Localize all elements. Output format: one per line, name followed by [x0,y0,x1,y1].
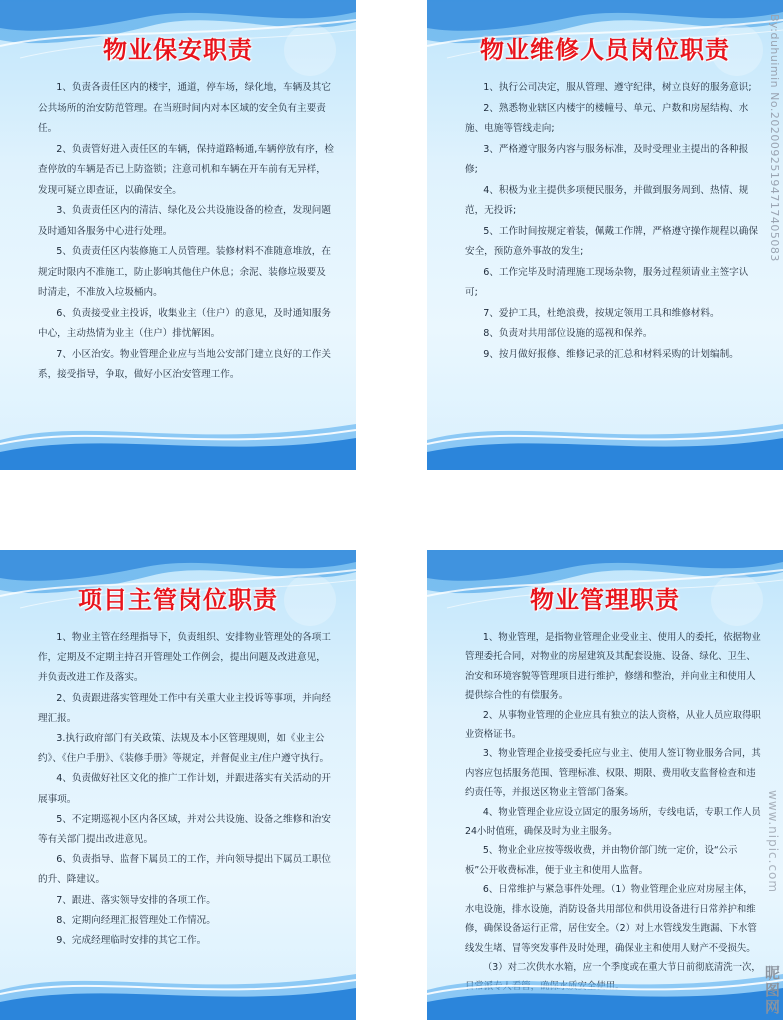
duty-item: 8、负责对共用部位设施的巡视和保养。 [483,328,653,339]
duty-item: 8、定期向经理汇报管理处工作情况。 [56,914,216,926]
panel-body [465,628,761,997]
duty-item: 9、完成经理临时安排的其它工作。 [56,935,207,947]
duty-item: 3、严格遵守服务内容与服务标准，及时受理业主提出的各种报修; [465,143,749,175]
panel-body [38,628,334,951]
panel-project-supervisor-duties [0,550,356,1020]
panel-title: 物业维修人员岗位职责 [480,36,730,64]
duty-item: 4、负责做好社区文化的推广工作计划，并跟进落实有关活动的开展事项。 [38,773,331,805]
duty-item: 6、负责指导、监督下属员工的工作，并向领导提出下属员工职位的升、降建议。 [38,854,331,886]
duty-item: 2、熟悉物业辖区内楼宇的楼幢号、单元、户数和房屋结构、水施、电施等管线走向; [465,102,749,134]
duty-item: 1、执行公司决定，服从管理、遵守纪律，树立良好的服务意识; [483,82,752,93]
duty-item: 5、工作时间按规定着装，佩戴工作牌，严格遵守操作规程以确保安全，预防意外事故的发生; [465,225,758,257]
duty-item: 6、工作完毕及时清理施工现场杂物，服务过程须请业主签字认可; [465,266,749,298]
duty-item: 4、物业管理企业应设立固定的服务场所，专线电话，专职工作人员24小时值班，确保及时为业主服务。 [465,806,761,838]
duty-item: 9、按月做好报修、维修记录的汇总和材料采购的计划编制。 [483,348,739,360]
duty-item: 5、物业企业应按等级收费，并由物价部门统一定价，设“公示板”公开收费标准，便于业主和使用人监督。 [465,845,738,876]
author-watermark: By:duhuimin No.20200925194717405083 [768,14,781,262]
site-logo: 昵图网 [763,965,781,1016]
duty-item: 3、负责责任区内的清洁、绿化及公共设施设备的检查，发现问题及时通知各服务中心进行处理。 [38,205,331,237]
duty-item: 4、积极为业主提供多项便民服务，并做到服务周到、热情、规范，无投诉; [465,184,749,216]
duty-item: 2、从事物业管理的企业应具有独立的法人资格，从业人员应取得职业资格证书。 [465,709,761,741]
bottom-wave-decoration [0,410,356,470]
panel-body [465,78,761,365]
duty-item: 1、负责各责任区内的楼宇，通道，停车场，绿化地，车辆及其它公共场所的治安防范管理。在当班时间内对本区域的安全负有主要责任。 [38,82,331,134]
duty-item: 6、负责接受业主投诉，收集业主（住户）的意见，及时通知服务中心，主动热情为业主（住户）排忧解困。 [38,307,331,339]
duty-item: 2、负责跟进落实管理处工作中有关重大业主投诉等事项，并向经理汇报。 [38,692,331,724]
duty-item: 2、负责管好进入责任区的车辆，保持道路畅通,车辆停放有序，检查停放的车辆是否已上防盗锁；注意司机和车辆在开车前有无异样，发现可疑立即查证，以确保安全。 [38,143,335,196]
duty-item: 6、日常维护与紧急事件处理。（1）物业管理企业应对房屋主体，水电设施，排水设施，消防设备共用部位和供用设备进行日常养护和维修，确保设备运行正常，居住安全。（2）对上水管线发生跑漏、下水管线发生堵、冒等突发事件及时处理，确保业主和使用人财产不受损失。 [465,884,757,954]
site-watermark: www.nipic.com [766,790,780,894]
duty-item: （3）对二次供水水箱，应一个季度或在重大节日前彻底清洗一次， [482,961,761,973]
duty-item: 1、物业管理，是指物业管理企业受业主、使用人的委托，依据物业管理委托合同，对物业的房屋建筑及其配套设施、设备、绿化、卫生、治安和环境容貌等管理项目进行维护，修缮和整治，并向业主和使用人提供综合性的有偿服务。 [465,632,761,702]
duty-item: 7、跟进、落实领导安排的各项工作。 [56,894,216,906]
panel-body [38,78,334,386]
duty-item: 5、负责责任区内装修施工人员管理。装修材料不准随意堆放，在规定时限内不准施工，防止影响其他住户休息；余泥、装修垃圾要及时清走，不准放入垃圾桶内。 [38,246,331,298]
bottom-wave-decoration [0,960,356,1020]
panel-maintenance-duties [427,0,783,470]
bottom-wave-decoration [427,410,783,470]
panel-title: 项目主管岗位职责 [78,586,278,614]
duty-item: 3、物业管理企业接受委托应与业主、使用人签订物业服务合同，其内容应包括服务范围、管理标准、权限、期限、费用收支监督检查和违约责任等，并报送区物业主管部门备案。 [465,748,761,799]
panel-title: 物业保安职责 [103,36,253,64]
duty-item: 1、物业主管在经理指导下，负责组织、安排物业管理处的各项工作，定期及不定期主持召开管理处工作例会，提出问题及改进意见，并负责改进工作及落实。 [38,632,331,684]
duty-item: 3.执行政府部门有关政策、法规及本小区管理规则，如《业主公约》、《住户手册》、《装修手册》等规定，并督促业主/住户遵守执行。 [38,733,330,765]
panel-security-duties [0,0,356,470]
duty-item: 7、爱护工具，杜绝浪费，按规定领用工具和维修材料。 [483,307,720,319]
panel-title: 物业管理职责 [530,586,680,614]
bottom-wave-decoration [427,960,783,1020]
panel-property-management-duties [427,550,783,1020]
duty-item: 7、小区治安。物业管理企业应与当地公安部门建立良好的工作关系，接受指导，争取，做好小区治安管理工作。 [38,348,331,380]
duty-item: 5、不定期巡视小区内各区域，并对公共设施、设备之维修和治安等有关部门提出改进意见。 [38,813,331,846]
